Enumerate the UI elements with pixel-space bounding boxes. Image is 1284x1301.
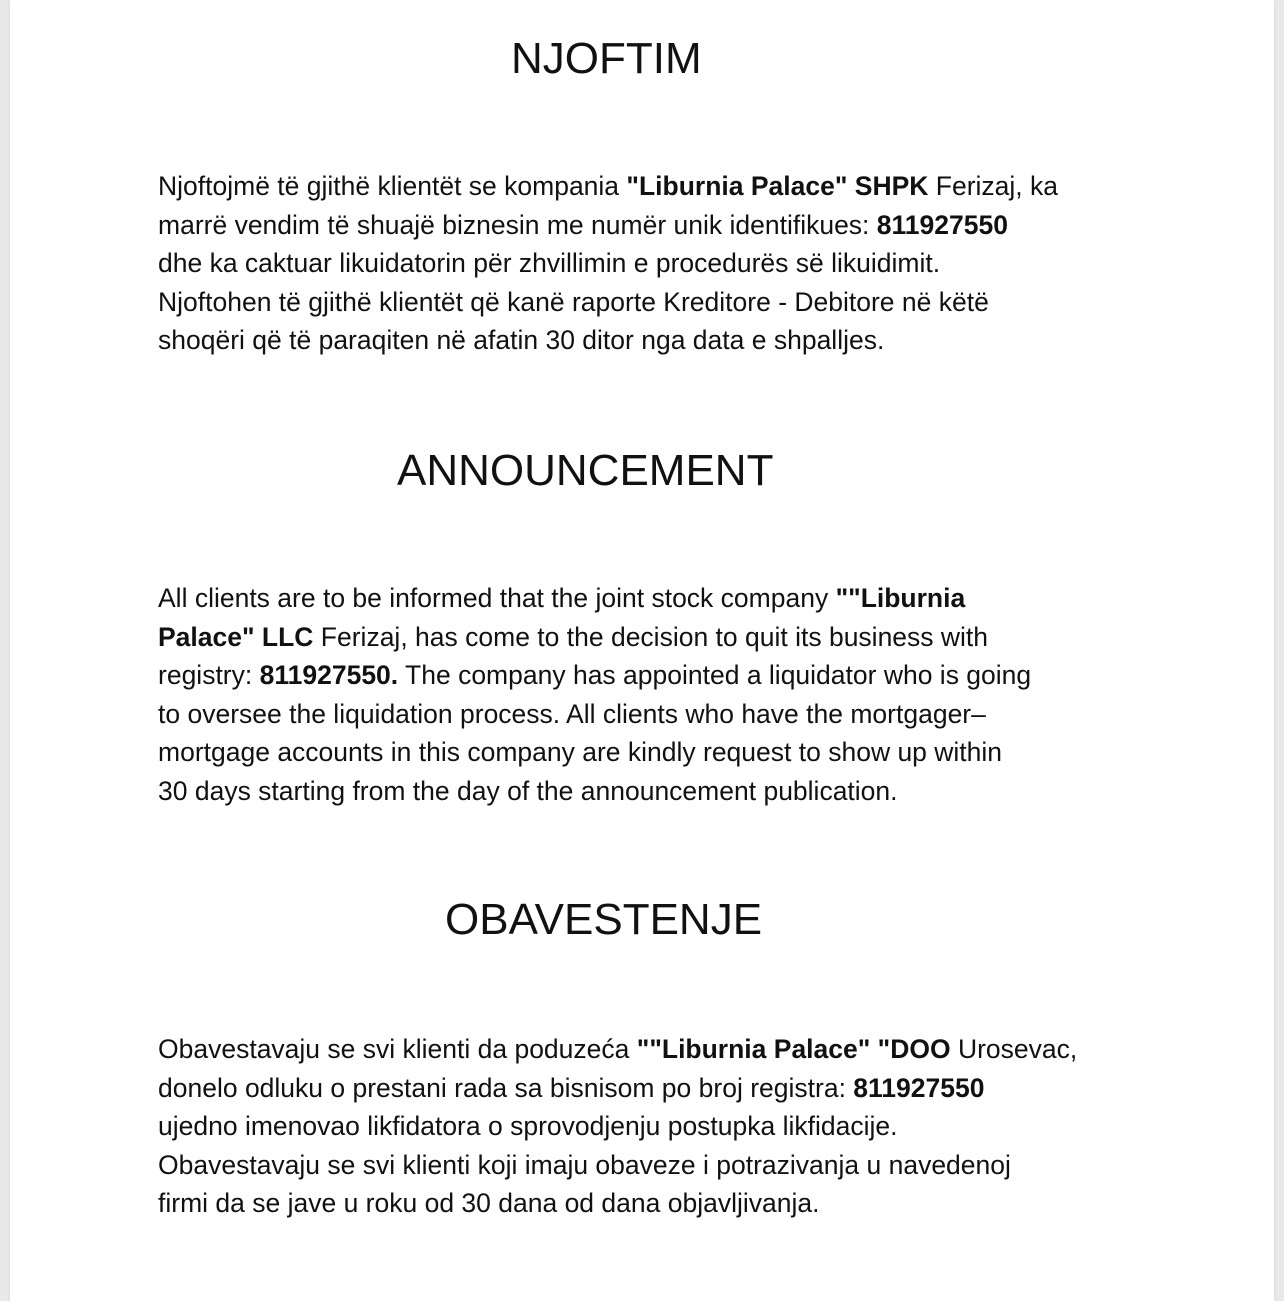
text-line: [158, 321, 1138, 360]
bold-text-run: ""Liburnia Palace" "DOO: [636, 1034, 951, 1064]
paragraph-announcement: [158, 579, 1138, 810]
text-line: [158, 206, 1138, 245]
text-run: ujedno imenovao likfidatora o sprovodjenju postupka likfidacije.: [158, 1111, 898, 1141]
text-line: [158, 283, 1138, 322]
text-run: The company has appointed a liquidator who is going: [398, 660, 1032, 690]
text-run: Ferizaj, ka: [928, 171, 1059, 201]
text-run: Obavestavaju se svi klienti da poduzeća: [158, 1034, 637, 1064]
text-run: shoqëri që të paraqiten në afatin 30 ditor nga data e shpalljes.: [158, 325, 885, 355]
text-run: Njoftojmë të gjithë klientët se kompania: [158, 171, 627, 201]
paragraph-obavestenje: [158, 1030, 1138, 1223]
text-line: [158, 167, 1138, 206]
heading-njoftim: NJOFTIM: [511, 34, 702, 83]
bold-text-run: 811927550: [876, 209, 1008, 240]
heading-announcement: ANNOUNCEMENT: [397, 446, 774, 495]
text-run: Urosevac,: [950, 1034, 1078, 1064]
heading-obavestenje: OBAVESTENJE: [445, 895, 763, 944]
text-line: [158, 733, 1138, 772]
text-line: [158, 618, 1138, 657]
text-run: marrë vendim të shuajë biznesin me numër unik identifikues:: [158, 209, 877, 240]
text-line: [158, 1030, 1138, 1069]
text-line: [158, 656, 1138, 695]
text-run: All clients are to be informed that the joint stock company: [158, 583, 836, 613]
text-line: [158, 695, 1138, 734]
text-run: mortgage accounts in this company are kindly request to show up within: [158, 737, 1003, 767]
bold-text-run: 811927550.: [259, 660, 399, 690]
paragraph-njoftim: [158, 167, 1138, 360]
document-page: [10, 0, 1274, 1301]
text-line: [158, 1069, 1138, 1108]
text-line: [158, 1107, 1138, 1146]
text-line: [158, 1146, 1138, 1185]
text-run: dhe ka caktuar likuidatorin për zhvillimin e procedurës së likuidimit.: [158, 248, 941, 278]
text-run: firmi da se jave u roku od 30 dana od dana objavljivanja.: [158, 1188, 820, 1218]
text-run: Obavestavaju se svi klienti koji imaju obaveze i potrazivanja u navedenoj: [158, 1149, 1011, 1180]
text-line: [158, 244, 1138, 283]
text-run: to oversee the liquidation process. All clients who have the mortgager–: [158, 698, 986, 729]
bold-text-run: 811927550: [853, 1072, 985, 1103]
bold-text-run: "Liburnia Palace" SHPK: [626, 171, 929, 201]
bold-text-run: Palace" LLC: [158, 621, 314, 652]
text-run: registry:: [158, 660, 260, 690]
text-run: donelo odluku o prestani rada sa bisnisom po broj registra:: [158, 1072, 854, 1103]
text-line: [158, 1184, 1138, 1223]
text-run: Ferizaj, has come to the decision to quit its business with: [313, 621, 989, 652]
bold-text-run: ""Liburnia: [835, 583, 966, 613]
text-line: [158, 579, 1138, 618]
text-run: 30 days starting from the day of the announcement publication.: [158, 775, 898, 806]
text-run: Njoftohen të gjithë klientët që kanë raporte Kreditore - Debitore në këtë: [158, 286, 989, 317]
text-line: [158, 772, 1138, 811]
